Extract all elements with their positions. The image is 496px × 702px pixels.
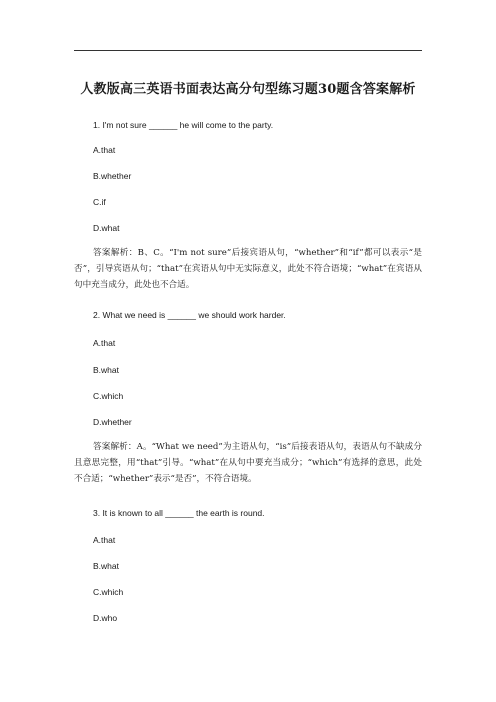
q1-option-a: A.that [93, 145, 116, 155]
q1-option-c: C.if [93, 197, 106, 207]
q1-explanation: 答案解析：B、C。“I'm not sure”后接宾语从句，“whether”和“if”都可以表示“是否”，引导宾语从句；“that”在宾语从句中无实际意义，此处不符合语境；“what”在宾语从句中充当成分，此处也不合适。 [74, 248, 422, 290]
question-1: 1. I'm not sure ______ he will come to the party. [93, 120, 274, 130]
q3-option-c: C.which [93, 587, 124, 597]
header-rule [74, 50, 422, 51]
q3-option-a: A.that [93, 535, 116, 545]
q2-explanation: 答案解析：A。“What we need”为主语从句，“is”后接表语从句，表语从句不缺成分且意思完整，用“that”引导。“what”在从句中要充当成分；“which”有选择的意思，此处不合适；“whether”表示“是否”，不符合语境。 [74, 442, 422, 484]
q1-option-b: B.whether [93, 171, 132, 181]
q2-option-c: C.which [93, 391, 124, 401]
q2-option-b: B.what [93, 365, 119, 375]
q3-option-b: B.what [93, 561, 119, 571]
q1-option-d: D.what [93, 223, 120, 233]
page-title: 人教版高三英语书面表达高分句型练习题30题含答案解析 [80, 82, 416, 97]
q2-option-a: A.that [93, 338, 116, 348]
q3-option-d: D.who [93, 613, 118, 623]
question-3: 3. It is known to all ______ the earth is round. [93, 508, 265, 518]
q2-option-d: D.whether [93, 417, 132, 427]
question-2: 2. What we need is ______ we should work harder. [93, 310, 286, 320]
